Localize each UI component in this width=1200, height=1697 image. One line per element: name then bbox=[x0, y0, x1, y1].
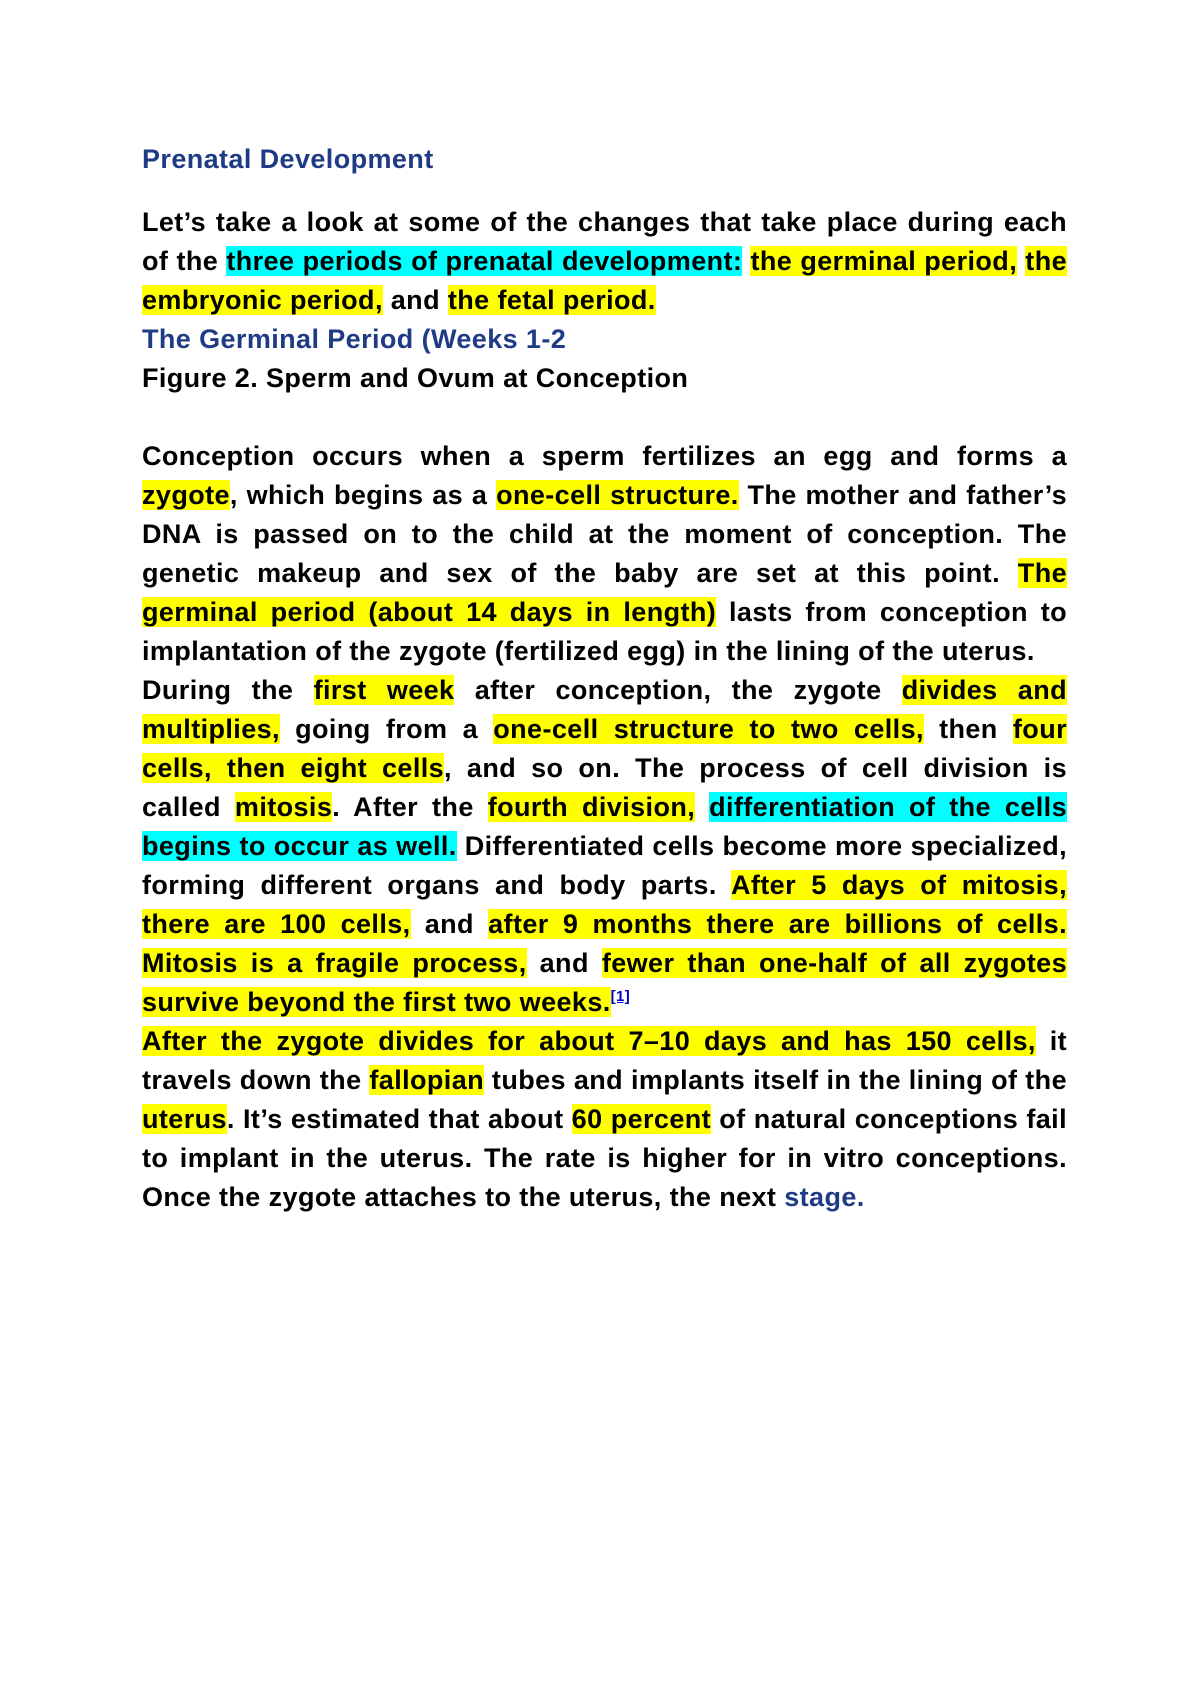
highlight-yellow: mitosis bbox=[234, 792, 333, 822]
stage-link[interactable]: stage. bbox=[784, 1182, 865, 1212]
text-run: and bbox=[382, 285, 448, 315]
text-run: of natural conceptions fail to implant in the uterus. The rate is higher for in vitro conceptions. Once the zygote attaches to the uterus, the next bbox=[142, 1104, 1067, 1212]
highlight-yellow: After 5 days of mitosis, there are 100 cells, bbox=[142, 870, 1067, 939]
text-run: after conception, the zygote bbox=[454, 675, 902, 705]
highlight-yellow: one-cell structure. bbox=[496, 480, 739, 510]
highlight-yellow: the embryonic period, bbox=[142, 246, 1067, 315]
text-run: Let’s take a look at some of the changes that take place during each of the bbox=[142, 207, 1067, 276]
highlight-yellow: four cells, then eight cells bbox=[142, 714, 1067, 783]
highlight-yellow: fewer than one-half of all zygotes survive beyond the first two weeks. bbox=[142, 948, 1067, 1017]
highlight-yellow: fourth division, bbox=[487, 792, 696, 822]
highlight-yellow: one-cell structure to two cells, bbox=[493, 714, 924, 744]
text-run: tubes and implants itself in the lining of the bbox=[484, 1065, 1067, 1095]
figure-caption: Figure 2. Sperm and Ovum at Conception bbox=[142, 363, 689, 393]
text-run: and bbox=[410, 909, 489, 939]
highlight-yellow: the fetal period. bbox=[447, 285, 656, 315]
text-run: lasts from conception to implantation of the zygote (fertilized egg) in the lining of the uterus. bbox=[142, 597, 1067, 666]
text-run: , which begins as a bbox=[229, 480, 497, 510]
highlight-yellow: uterus bbox=[142, 1104, 227, 1134]
implantation-paragraph bbox=[142, 1022, 1067, 1217]
spacer bbox=[142, 398, 1067, 437]
highlight-yellow: fallopian bbox=[369, 1065, 485, 1095]
section-heading: The Germinal Period (Weeks 1-2 bbox=[142, 324, 567, 354]
text-run: Conception occurs when a sperm fertilizes an egg and forms a bbox=[142, 441, 1067, 471]
text-run: , and so on. The process of cell division is called bbox=[142, 753, 1067, 822]
text-run: . It’s estimated that about bbox=[226, 1104, 572, 1134]
text-run: During the bbox=[142, 675, 314, 705]
highlight-yellow: first week bbox=[313, 675, 455, 705]
document-body bbox=[142, 140, 1067, 1217]
intro-paragraph bbox=[142, 203, 1067, 320]
highlight-yellow: 60 percent bbox=[571, 1104, 712, 1134]
text-run: The mother and father’s DNA is passed on to the child at the moment of conception. The genetic makeup and sex of the baby are set at this point. bbox=[142, 480, 1068, 588]
highlight-cyan: three periods of prenatal development: bbox=[226, 246, 743, 276]
highlight-yellow: after 9 months there are billions of cells. Mitosis is a fragile process, bbox=[142, 909, 1068, 978]
spacer bbox=[142, 179, 1067, 203]
text-run: . After the bbox=[332, 792, 488, 822]
text-run: Differentiated cells become more specialized, forming different organs and body parts. bbox=[142, 831, 1067, 900]
highlight-yellow: divides and multiplies, bbox=[142, 675, 1068, 744]
highlight-cyan: differentiation of the cells begins to occur as well. bbox=[142, 792, 1067, 861]
highlight-yellow: zygote bbox=[142, 480, 230, 510]
text-run: going from a bbox=[279, 714, 494, 744]
highlight-yellow: After the zygote divides for about 7–10 days and has 150 cells, bbox=[142, 1026, 1036, 1056]
page-title: Prenatal Development bbox=[142, 144, 434, 174]
text-run: it travels down the bbox=[142, 1026, 1067, 1095]
conception-paragraph bbox=[142, 437, 1067, 671]
highlight-yellow: the germinal period, bbox=[750, 246, 1018, 276]
highlight-yellow: The germinal period (about 14 days in length) bbox=[142, 558, 1067, 627]
text-run bbox=[695, 792, 709, 822]
text-run: and bbox=[526, 948, 602, 978]
footnote-link[interactable]: [1] bbox=[610, 988, 631, 1005]
text-run: then bbox=[923, 714, 1013, 744]
cell-division-paragraph bbox=[142, 671, 1067, 1022]
